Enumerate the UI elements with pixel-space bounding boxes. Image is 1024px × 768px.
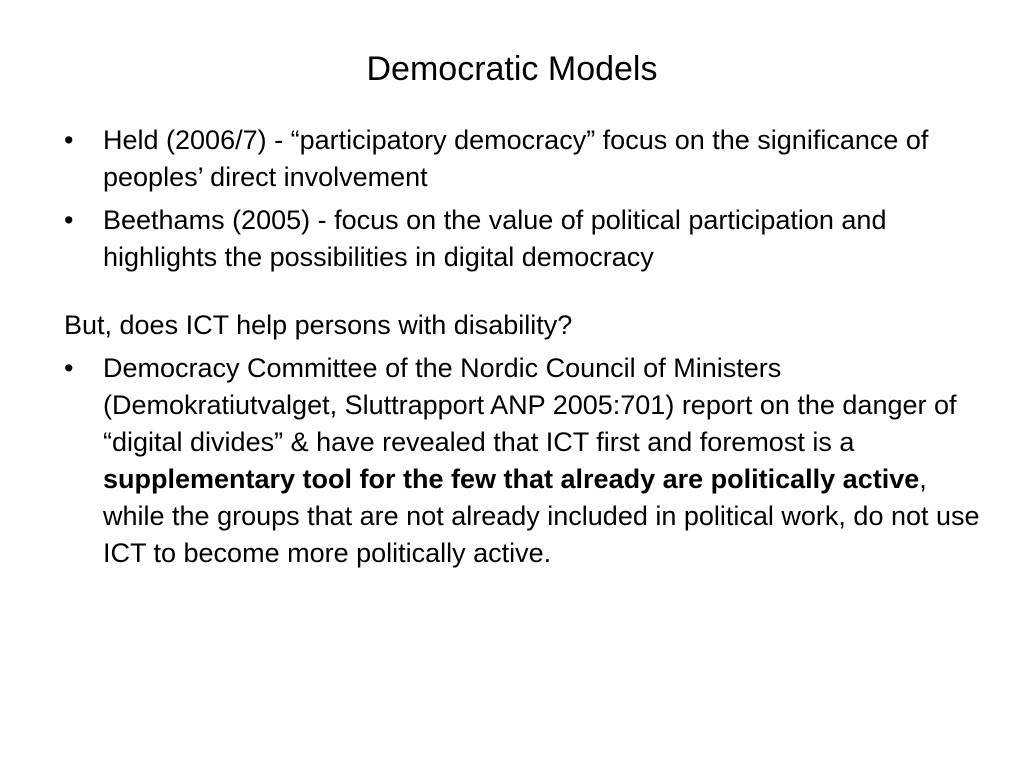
bullet-text-after-bold: , while the groups that are not already included in political work, do not use ICT to become more politically active. — [103, 464, 980, 568]
bullet-text-before-bold: Democracy Committee of the Nordic Council of Ministers (Demokratiutvalget, Sluttrapport ANP 2005:701) report on the danger of “digital divides” & have revealed that ICT first and foremost is a — [103, 353, 957, 457]
bullet-marker: • — [64, 205, 74, 235]
bullet-item-beethams — [64, 202, 984, 276]
bullet-text-held: Held (2006/7) - “participatory democracy” focus on the significance of peoples’ direct involvement — [103, 125, 929, 192]
bullet-marker: • — [64, 353, 74, 383]
bullet-text-bold: supplementary tool for the few that already are politically active — [103, 464, 920, 494]
bullet-text-nordic-council — [103, 353, 980, 568]
bullet-marker: • — [64, 125, 74, 155]
bullet-item-held — [64, 122, 984, 196]
slide-title: Democratic Models — [366, 50, 658, 88]
bullet-item-nordic-council — [64, 350, 984, 572]
bullet-text-beethams: Beethams (2005) - focus on the value of political participation and highlights the possibilities in digital democracy — [103, 205, 887, 272]
question-line: But, does ICT help persons with disability? — [64, 310, 573, 340]
slide-body — [64, 122, 984, 578]
